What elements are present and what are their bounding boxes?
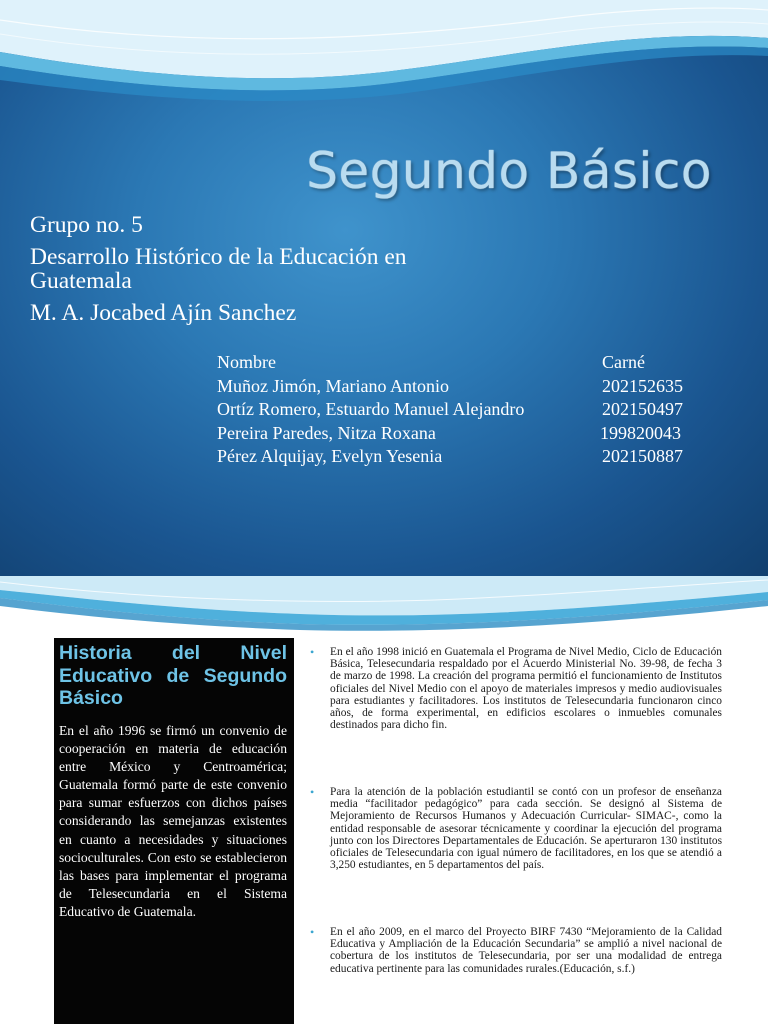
- member-carne: 202152635: [602, 375, 683, 396]
- member-carne: 202150497: [602, 399, 683, 419]
- members-header-row: [217, 352, 697, 376]
- bullet-item: [310, 925, 722, 975]
- header-carne: Carné: [602, 352, 645, 372]
- member-row: [217, 423, 697, 447]
- member-name: Ortíz Romero, Estuardo Manuel Alejandro: [217, 399, 525, 419]
- wave-decoration: [0, 576, 768, 636]
- member-carne: 199820043: [600, 422, 681, 443]
- member-carne: 202150887: [602, 446, 683, 466]
- left-text-panel: [54, 638, 294, 1024]
- bullet-item: [310, 785, 722, 872]
- member-name: Pérez Alquijay, Evelyn Yesenia: [217, 446, 443, 466]
- section-heading: Historia del Nivel Educativo de Segundo Básico: [59, 642, 287, 709]
- bullet-text: En el año 2009, en el marco del Proyecto BIRF 7430 “Mejoramiento de la Calidad Educativa y Ampliación de la Educación Secundaria” se amplió a nivel nacional de cobertura de los institutos de Telesecundaria, por ser una modalidad de entrega educativa pertinente para las comunidades rurales.(Educación, s.f.): [330, 926, 722, 975]
- course-line-2: Guatemala: [30, 268, 132, 294]
- content-slide: [0, 576, 768, 1024]
- member-row: [217, 376, 697, 400]
- member-row: [217, 399, 697, 423]
- bullet-icon: •: [310, 925, 315, 939]
- top-wave-decoration: [0, 0, 768, 110]
- bullet-icon: •: [310, 785, 315, 799]
- course-line-1: Desarrollo Histórico de la Educación en: [30, 244, 407, 270]
- bullet-text: Para la atención de la población estudiantil se contó con un profesor de enseñanza media “facilitador pedagógico” para cada sección. Se designó al Sistema de Mejoramiento de Recursos Humanos y Adecuación Curricular- SIMAC-, como la entidad responsable de asesorar técnicamente y coordinar la ejecución del programa junto con los Directores Departamentales de Educación. Se aperturaron 130 institutos oficiales de Telesecundaria con igual número de facilitadores, en los que se atendió a 3,250 estudiantes, en 5 departamentos del país.: [330, 786, 722, 872]
- teacher-name: M. A. Jocabed Ajín Sanchez: [30, 300, 297, 326]
- member-name: Muñoz Jimón, Mariano Antonio: [217, 375, 449, 396]
- bullet-text: En el año 1998 inició en Guatemala el Programa de Nivel Medio, Ciclo de Educación Básica, Telesecundaria respaldado por el Acuerdo Ministerial No. 39-98, de fecha 3 de marzo de 1998. La creación del programa permitió el funcionamiento de Institutos oficiales del Nivel Medio con el apoyo de materiales impresos y medio audiovisuales para estudiantes y facilitadores. Los institutos de Telesecundaria funcionaron cinco años, de forma experimental, en edificios escolares o inmuebles comunales destinados para dicho fin.: [330, 646, 722, 732]
- header-name: Nombre: [217, 352, 276, 372]
- member-row: [217, 446, 697, 470]
- member-name: Pereira Paredes, Nitza Roxana: [217, 422, 436, 443]
- bullet-icon: •: [310, 645, 315, 659]
- slide-title: Segundo Básico: [306, 142, 712, 200]
- bullet-item: [310, 645, 722, 732]
- members-table: [217, 352, 697, 470]
- group-label: Grupo no. 5: [30, 212, 143, 238]
- section-body: En el año 1996 se firmó un convenio de cooperación en materia de educación entre México y Centroamérica; Guatemala formó parte de este convenio para sumar esfuerzos con dichos países considerando las semejanzas existentes en cuanto a necesidades y situaciones socioculturales. Con esto se establecieron las bases para implementar el programa de Telesecundaria en el Sistema Educativo de Guatemala.: [59, 723, 287, 919]
